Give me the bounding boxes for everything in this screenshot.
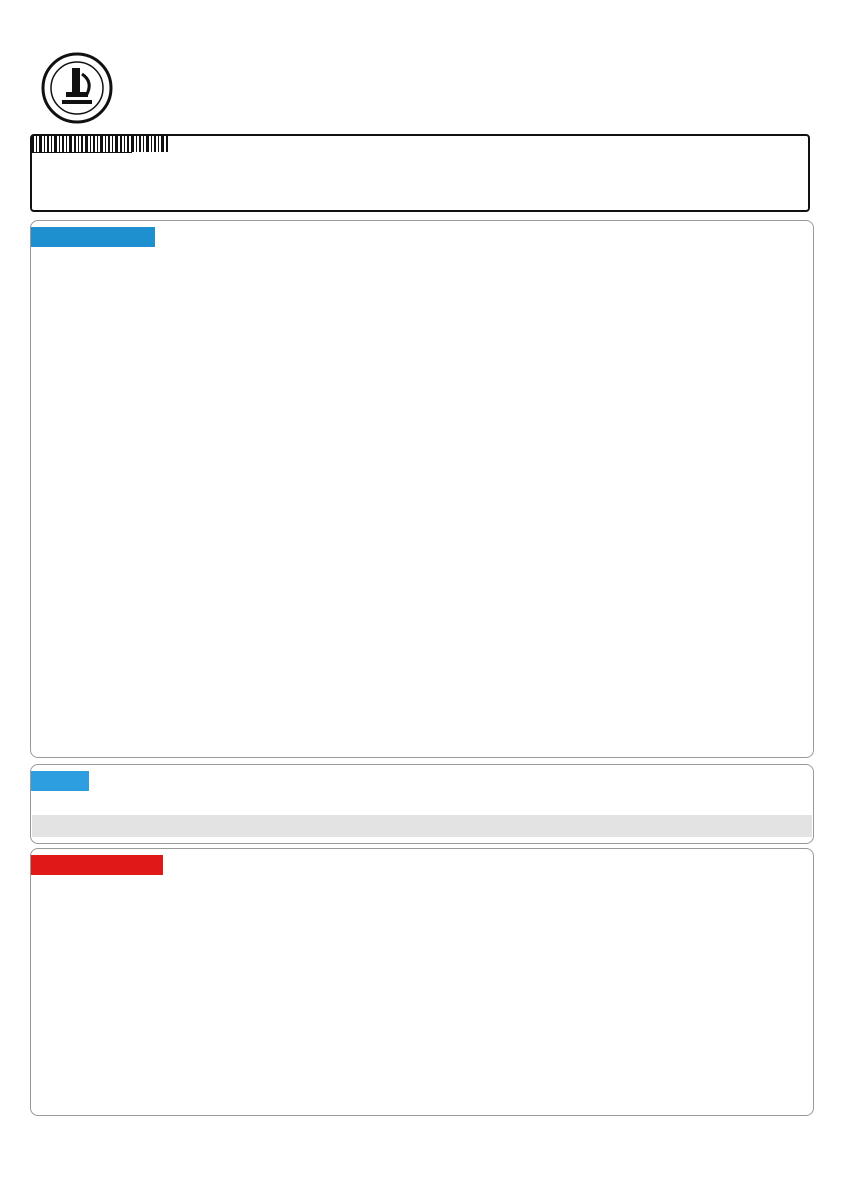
serology-title [31, 771, 89, 791]
serology-section [30, 764, 814, 844]
table-row [32, 815, 812, 837]
barcode [32, 136, 168, 152]
date-divider [32, 152, 132, 153]
hematology-title [31, 227, 155, 247]
biochemistry-section [30, 848, 814, 1116]
biochemistry-title [31, 855, 163, 875]
laboratory-logo [36, 52, 118, 134]
patient-info-box [30, 134, 810, 212]
hematology-section [30, 220, 814, 758]
